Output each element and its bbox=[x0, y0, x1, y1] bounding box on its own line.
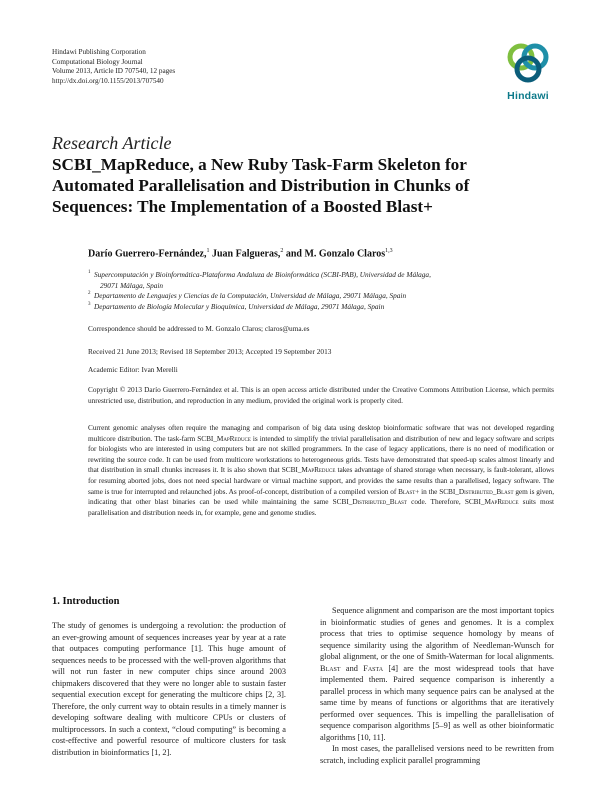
hindawi-logo bbox=[500, 40, 556, 106]
abstract-text: suits most parallelisation and distribution needs in, for example, gene and genome studies. bbox=[88, 497, 554, 517]
volume-info: Volume 2013, Article ID 707540, 12 pages bbox=[52, 67, 176, 76]
affiliation-number: 1 bbox=[88, 270, 91, 275]
affiliation bbox=[88, 270, 558, 291]
abstract-text: takes advantage of shared storage when necessary, is fault-tolerant, allows for resuming aborted jobs, does not need special hardware or virtual machine support, and provides the same results than a parallelised, legacy software. The same is true for interrupted and relaunched jobs. As proof-of-concept, distribution of a compiled version of bbox=[88, 465, 554, 496]
author-list bbox=[88, 248, 558, 259]
abstract-text: Current genomic analyses often require the managing and comparison of big data using desktop bioinformatic software that was not developed regarding multicore distribution. The task-farm SCBI_ bbox=[88, 423, 554, 443]
author-name: Juan Falgueras, bbox=[212, 248, 281, 260]
body-text: and bbox=[340, 663, 364, 673]
abstract-software-name: MapReduce bbox=[484, 497, 519, 507]
abstract-software-name: MapReduce bbox=[216, 433, 251, 443]
author-affil-mark: 1 bbox=[206, 248, 210, 254]
author-affil-mark: 1,3 bbox=[385, 248, 393, 254]
author-name: and M. Gonzalo Claros bbox=[285, 248, 386, 260]
abstract-text: in the SCBI_ bbox=[419, 486, 459, 496]
abstract-text: gem is given, indicating that other blast binaries can be used while maintaining the same SCBI_ bbox=[88, 486, 554, 507]
abstract-software-name: Blast+ bbox=[398, 486, 420, 496]
doi-link[interactable]: http://dx.doi.org/10.1155/2013/707540 bbox=[52, 76, 164, 85]
abstract-software-name: MapReduce bbox=[301, 465, 336, 475]
affiliation bbox=[88, 291, 558, 302]
section-heading-introduction: 1. Introduction bbox=[52, 596, 120, 607]
body-text: [4] are the most widespread tools that have implemented them. Paired sequence comparison is inherently a parallel process in which many sequence pairs can be analysed at the same time by means of functions or algorithms that are iteratively performed over sequences. This is impelling the parallelisation of sequence comparison algorithms [5–9] as well as other bioinformatic algorithms [10, 11]. bbox=[320, 663, 554, 742]
academic-editor: Academic Editor: Ivan Merelli bbox=[88, 365, 178, 374]
body-column-right bbox=[320, 605, 554, 766]
affiliation-number: 2 bbox=[88, 291, 91, 297]
publication-dates: Received 21 June 2013; Revised 18 September 2013; Accepted 19 September 2013 bbox=[88, 347, 332, 356]
article-title: SCBI_MapReduce, a New Ruby Task-Farm Skeleton for Automated Parallelisation and Distribution in Chunks of Sequences: The Implementation of a Boosted Blast+ bbox=[52, 155, 470, 216]
body-column-left bbox=[52, 620, 286, 758]
publisher-name: Hindawi Publishing Corporation bbox=[52, 48, 146, 56]
affiliation-text: Supercomputación y Bioinformática-Plataforma Andaluza de Bioinformática (SCBI-PAB), Universidad de Málaga, bbox=[94, 270, 431, 279]
abstract-text: is intended to simplify the trivial parallelisation and distribution of new and legacy software and scripts for biologists who are interested in using computers but are not skilled programmers. In the case of legacy applications, there is no need of modification or rewriting the source code. It can be used from multicore workstations to heterogeneous grids. Tests have demonstrated that speed-up scales almost linearly and that distribution in small chunks increases it. It is also shown that SCBI_ bbox=[88, 433, 554, 475]
affiliation-text: Departamento de Lenguajes y Ciencias de la Computación, Universidad de Málaga, 29071 Málaga, Spain bbox=[94, 291, 407, 301]
abstract bbox=[88, 423, 554, 518]
author-affil-mark: 2 bbox=[280, 248, 284, 254]
body-paragraph: In most cases, the parallelised versions need to be rewritten from scratch, including explicit parallel programming bbox=[320, 744, 554, 765]
abstract-software-name: Distributed_Blast bbox=[458, 486, 514, 496]
affiliation-text-continued: 29071 Málaga, Spain bbox=[100, 280, 164, 290]
abstract-text: code. Therefore, SCBI_ bbox=[406, 497, 485, 507]
body-paragraph: The study of genomes is undergoing a revolution: the production of an ever-growing amount of sequences increases year by year at a rate that outpaces computing performance [1]. This huge amount of sequences needs to be processed with the well-proven algorithms that will not run faster in new computer chips since around 2003 chipmakers discovered that they were no longer able to sustain faster sequential execution except for generating the multicore chips [2, 3]. Therefore, the only current way to obtain results in a timely manner is developing software dealing with multicore CPUs or clusters of multiprocessors. In such a context, “cloud computing” is becoming a cost-effective and powerful resource of multicore clusters for task distribution in bioinformatics [1, 2]. bbox=[52, 621, 286, 757]
copyright-notice: Copyright © 2013 Darío Guerrero-Fernández et al. This is an open access article distributed under the Creative Commons Attribution License, which permits unrestricted use, distribution, and reproduction in any medium, provided the original work is properly cited. bbox=[88, 385, 554, 405]
abstract-software-name: Distributed_Blast bbox=[352, 497, 407, 507]
software-name-fasta: Fasta bbox=[363, 663, 384, 673]
affiliation-list bbox=[88, 270, 558, 313]
hindawi-rings-icon bbox=[500, 40, 556, 90]
journal-name: Computational Biology Journal bbox=[52, 57, 143, 66]
affiliation bbox=[88, 302, 558, 313]
affiliation-number: 3 bbox=[88, 302, 91, 308]
article-type: Research Article bbox=[52, 133, 172, 153]
software-name-blast: Blast bbox=[320, 663, 341, 673]
author-name: Darío Guerrero-Fernández, bbox=[88, 248, 207, 260]
hindawi-wordmark: Hindawi bbox=[507, 90, 549, 102]
journal-header bbox=[52, 48, 175, 86]
body-text: Sequence alignment and comparison are the most important topics in bioinformatic studies of genes and genomes. It is a complex process that tries to optimise sequence homology by means of sequence similarity using the algorithm of Needleman-Wunsch for global alignment, or the one of Smith-Waterman for local alignments. bbox=[320, 606, 554, 661]
affiliation-text: Departamento de Biología Molecular y Bioquímica, Universidad de Málaga, 29071 Málaga, Spain bbox=[94, 302, 385, 312]
correspondence: Correspondence should be addressed to M. Gonzalo Claros; claros@uma.es bbox=[88, 324, 310, 333]
body-paragraph bbox=[320, 605, 554, 743]
